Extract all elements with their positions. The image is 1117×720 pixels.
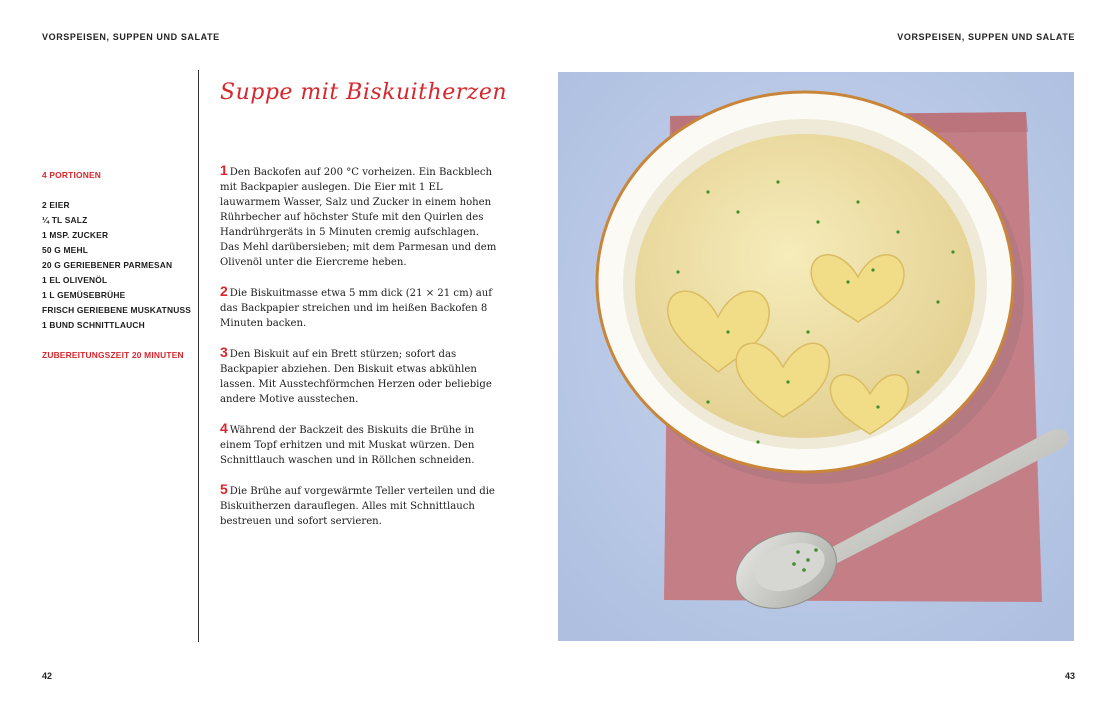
ingredient-item: 1 BUND SCHNITTLAUCH <box>42 320 145 330</box>
step-number: 2 <box>220 283 228 299</box>
page-number-right: 43 <box>1064 671 1075 681</box>
step-text: Den Backofen auf 200 °C vorheizen. Ein Backblech mit Backpapier auslegen. Die Eier mit 1 EL lauwarmem Wasser, Salz und Zucker in einem hohen Rührbecher auf höchster Stufe mit den Quirlen des Handrührgeräts in 5 Minuten cremig aufschlagen. Das Mehl darübersieben; mit dem Parmesan und dem Olivenöl unter die Eiercreme heben. <box>220 167 497 268</box>
running-header-right: VORSPEISEN, SUPPEN UND SALATE <box>897 32 1075 42</box>
ingredient-item: FRISCH GERIEBENE MUSKATNUSS <box>42 305 192 315</box>
page-number-left: 42 <box>42 671 53 681</box>
step-number: 4 <box>220 420 228 436</box>
step <box>220 482 500 529</box>
instructions <box>220 163 500 543</box>
step-number: 1 <box>220 162 228 178</box>
recipe-title: Suppe mit Biskuitherzen <box>220 80 508 105</box>
column-divider <box>198 70 199 642</box>
ingredient-item: ¼ TL SALZ <box>42 215 88 225</box>
recipe-photo <box>558 72 1074 641</box>
ingredient-item: 20 G GERIEBENER PARMESAN <box>42 260 173 270</box>
step-text: Während der Backzeit des Biskuits die Brühe in einem Topf erhitzen und mit Muskat würzen. Den Schnittlauch waschen und in Röllchen schneiden. <box>220 425 475 466</box>
step-text: Den Biskuit auf ein Brett stürzen; sofort das Backpapier abziehen. Den Biskuit etwas abkühlen lassen. Mit Ausstechförmchen Herzen oder beliebige andere Motive ausstechen. <box>220 349 492 405</box>
ingredient-item: 1 MSP. ZUCKER <box>42 230 109 240</box>
step <box>220 345 500 407</box>
step-number: 3 <box>220 344 228 360</box>
ingredient-item: 1 EL OLIVENÖL <box>42 275 108 285</box>
ingredient-item: 50 G MEHL <box>42 245 89 255</box>
ingredient-item: 2 EIER <box>42 200 70 210</box>
running-header-left: VORSPEISEN, SUPPEN UND SALATE <box>42 32 220 42</box>
step-number: 5 <box>220 481 228 497</box>
step <box>220 421 500 468</box>
servings: 4 PORTIONEN <box>42 170 101 180</box>
step <box>220 284 500 331</box>
step <box>220 163 500 270</box>
ingredient-item: 1 L GEMÜSEBRÜHE <box>42 290 126 300</box>
step-text: Die Biskuitmasse etwa 5 mm dick (21 × 21 cm) auf das Backpapier streichen und im heißen Backofen 8 Minuten backen. <box>220 288 493 329</box>
step-text: Die Brühe auf vorgewärmte Teller verteilen und die Biskuitherzen darauflegen. Alles mit Schnittlauch bestreuen und sofort servieren. <box>220 486 495 527</box>
ingredients-sidebar <box>42 168 202 363</box>
prep-time: ZUBEREITUNGSZEIT 20 MINUTEN <box>42 350 184 360</box>
